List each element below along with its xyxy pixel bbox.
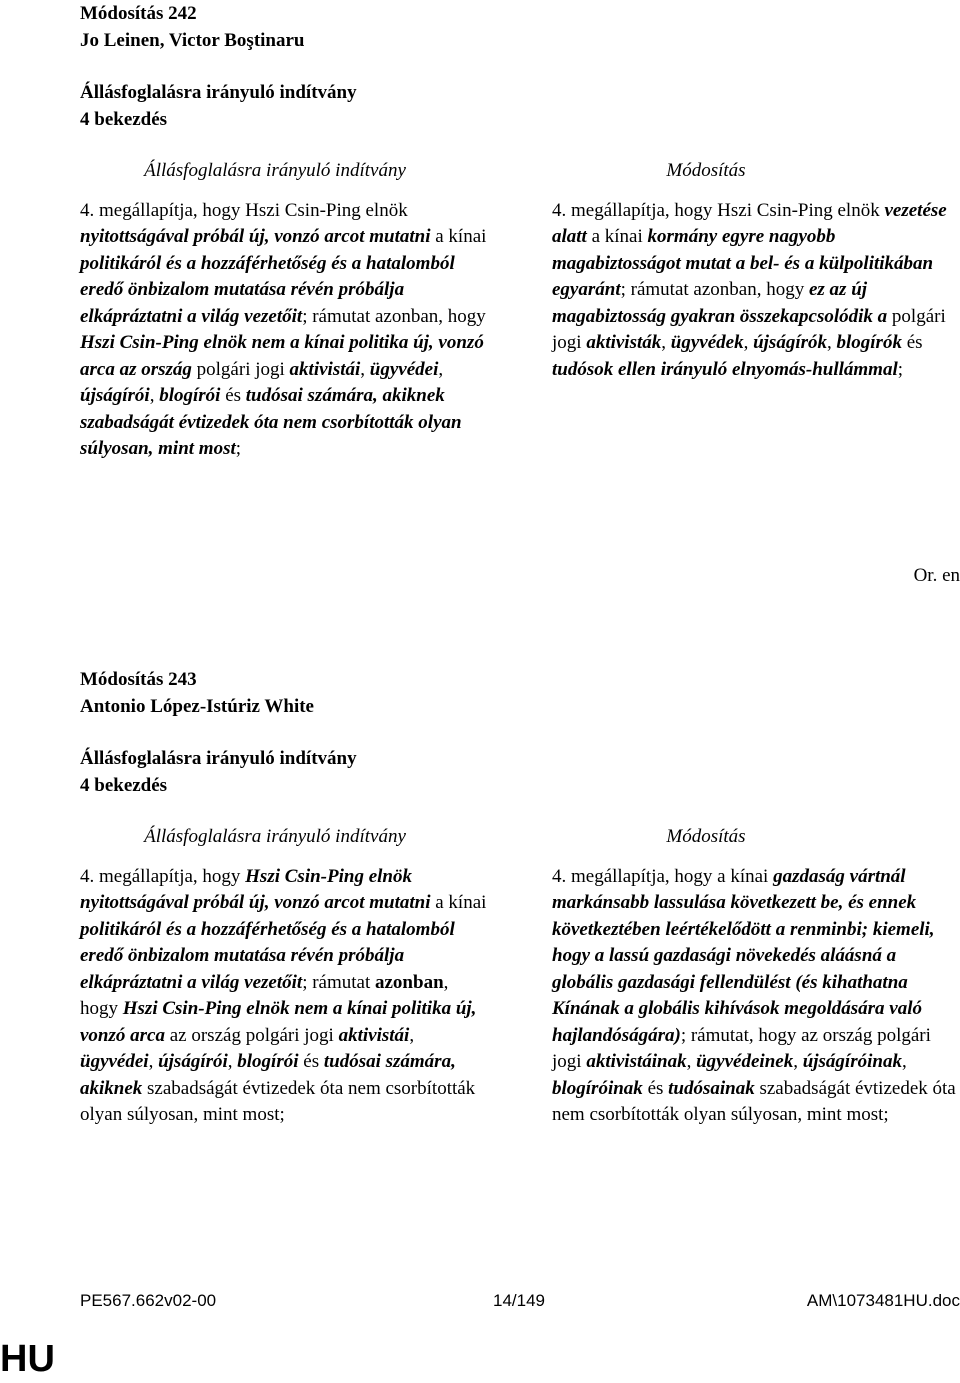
text-segment: polgári jogi	[552, 305, 946, 353]
text-segment: Hszi Csin-Ping elnök nyitottságával próbál új, vonzó arcot mutatni	[80, 865, 431, 913]
amendment-paragraph: 4 bekezdés	[80, 775, 168, 796]
text-segment: ;	[235, 438, 242, 459]
text-segment: aktivisták	[586, 332, 662, 353]
text-segment: vezetése alatt	[552, 199, 947, 247]
text-segment: újságírói	[158, 1051, 228, 1072]
text-segment: 4. megállapítja, hogy Hszi Csin-Ping elnök	[552, 199, 885, 221]
footer-language-code: HU	[0, 1338, 55, 1380]
text-segment: és	[901, 332, 923, 353]
amendment-paragraph: 4 bekezdés	[80, 109, 168, 130]
text-segment: , hogy	[80, 971, 449, 1019]
text-segment: szabadságát évtizedek óta nem csorbították olyan súlyosan, mint most;	[552, 1077, 956, 1125]
footer-file-ref: AM\1073481HU.doc	[806, 1291, 960, 1310]
text-segment: és	[642, 1077, 669, 1099]
text-segment: újságírói	[80, 385, 150, 406]
amended-text	[552, 198, 960, 384]
original-text	[80, 198, 490, 463]
text-segment: ,	[827, 332, 837, 353]
text-segment: blogírói	[237, 1051, 299, 1072]
column-title-amendment: Módosítás	[666, 160, 746, 181]
text-segment: az ország polgári jogi	[164, 1024, 339, 1046]
text-segment: tudósok ellen irányuló elnyomás-hullámmal	[552, 358, 898, 380]
text-segment: ,	[409, 1024, 415, 1046]
text-segment: ügyvédei	[369, 358, 439, 380]
original-text	[80, 864, 490, 1129]
text-segment: ; rámutat	[302, 971, 375, 993]
column-title-original: Állásfoglalásra irányuló indítvány	[144, 160, 406, 181]
text-segment: tudósai számára, akiknek	[80, 1051, 456, 1099]
text-segment: aktivistái	[338, 1024, 410, 1046]
text-segment: aktivistáinak	[586, 1051, 687, 1072]
text-segment: ,	[686, 1051, 697, 1072]
text-segment: ,	[149, 385, 160, 406]
amended-text-column	[552, 158, 960, 383]
text-segment: ,	[227, 1051, 238, 1072]
text-segment: ; rámutat azonban, hogy	[302, 305, 486, 327]
amendment-243	[80, 666, 960, 1125]
text-segment: újságíróinak	[802, 1051, 902, 1072]
footer-page-number: 14/149	[493, 1291, 545, 1310]
amendment-number: Módosítás 242	[80, 3, 197, 24]
column-title-original: Állásfoglalásra irányuló indítvány	[144, 826, 406, 847]
text-segment: aktivistái	[289, 358, 361, 380]
text-segment: ,	[901, 1051, 907, 1072]
text-segment: blogírói	[159, 385, 221, 406]
text-segment: ,	[360, 358, 370, 380]
amendment-number: Módosítás 243	[80, 669, 197, 690]
text-segment: ,	[438, 358, 444, 380]
text-segment: ;	[897, 358, 904, 380]
amendment-doc-type: Állásfoglalásra irányuló indítvány	[80, 82, 357, 103]
original-text-column	[80, 824, 490, 1129]
text-segment: szabadságát évtizedek óta nem csorbították olyan súlyosan, mint most;	[80, 1077, 476, 1125]
text-segment: ügyvédek	[670, 332, 744, 353]
text-segment: politikáról és a hozzáférhetőség és a hatalomból eredő önbizalom mutatása révén próbálja elkápráztatni a világ vezetőit	[80, 918, 455, 993]
text-segment: és	[298, 1051, 324, 1072]
page-footer	[80, 1291, 960, 1317]
text-segment: Hszi Csin-Ping elnök nem a kínai politika új, vonzó arca	[80, 998, 477, 1046]
text-segment: ,	[148, 1051, 159, 1072]
text-segment: Hszi Csin-Ping elnök nem a kínai politika új, vonzó arca az ország	[80, 332, 484, 380]
text-segment: 4. megállapítja, hogy	[80, 865, 246, 887]
text-segment: kormány egyre nagyobb magabiztosságot mutat a bel- és a külpolitikában egyaránt	[552, 226, 934, 300]
text-segment: a kínai	[586, 226, 648, 247]
text-segment: ez az új magabiztosság gyakran összekapcsolódik a	[552, 279, 888, 327]
text-segment: ügyvédeinek	[696, 1051, 794, 1072]
text-segment: újságírók	[753, 332, 827, 353]
text-segment: tudósai számára, akiknek szabadságát évtizedek óta nem csorbították olyan súlyosan, mint most	[80, 385, 462, 459]
amendment-doc-type: Állásfoglalásra irányuló indítvány	[80, 748, 357, 769]
text-segment: nyitottságával próbál új, vonzó arcot mutatni	[80, 226, 431, 247]
text-segment: a kínai	[430, 892, 487, 913]
amended-text	[552, 864, 960, 1129]
text-segment: ,	[661, 332, 671, 353]
text-segment: tudósainak	[668, 1077, 755, 1099]
text-segment: blogírók	[836, 332, 902, 353]
text-segment: ügyvédei	[80, 1051, 149, 1072]
amendment-242	[80, 0, 960, 459]
text-segment: ; rámutat, hogy az ország polgári jogi	[552, 1024, 931, 1072]
column-title-amendment: Módosítás	[666, 826, 746, 847]
text-segment: blogíróinak	[552, 1077, 643, 1099]
original-text-column	[80, 158, 490, 463]
original-language: Or. en	[913, 565, 960, 586]
text-segment: ,	[793, 1051, 803, 1072]
amended-text-column	[552, 824, 960, 1129]
text-segment: ; rámutat azonban, hogy	[620, 279, 809, 300]
text-segment: gazdaság vártnál markánsabb lassulása következett be, és ennek következtében leértékelődött a renminbi; kiemeli, hogy a lassú gazdasági növekedés aláásná a globális gazdasági fellendülést (és kihathatna Kínának a globális kihívások megoldására való hajlandóságára)	[552, 865, 935, 1046]
text-segment: ,	[743, 332, 754, 353]
amendment-authors: Jo Leinen, Victor Boştinaru	[80, 30, 305, 51]
text-segment: 4. megállapítja, hogy a kínai	[552, 865, 774, 887]
text-segment: azonban	[375, 971, 444, 993]
text-segment: politikáról és a hozzáférhetőség és a hatalomból eredő önbizalom mutatása révén próbálja elkápráztatni a világ vezetőit	[80, 252, 455, 327]
text-segment: 4. megállapítja, hogy Hszi Csin-Ping elnök	[80, 199, 408, 221]
text-segment: polgári jogi	[191, 358, 290, 380]
text-segment: a kínai	[430, 226, 487, 247]
amendment-authors: Antonio López-Istúriz White	[80, 696, 314, 717]
footer-doc-ref: PE567.662v02-00	[80, 1291, 217, 1310]
text-segment: és	[220, 385, 246, 406]
